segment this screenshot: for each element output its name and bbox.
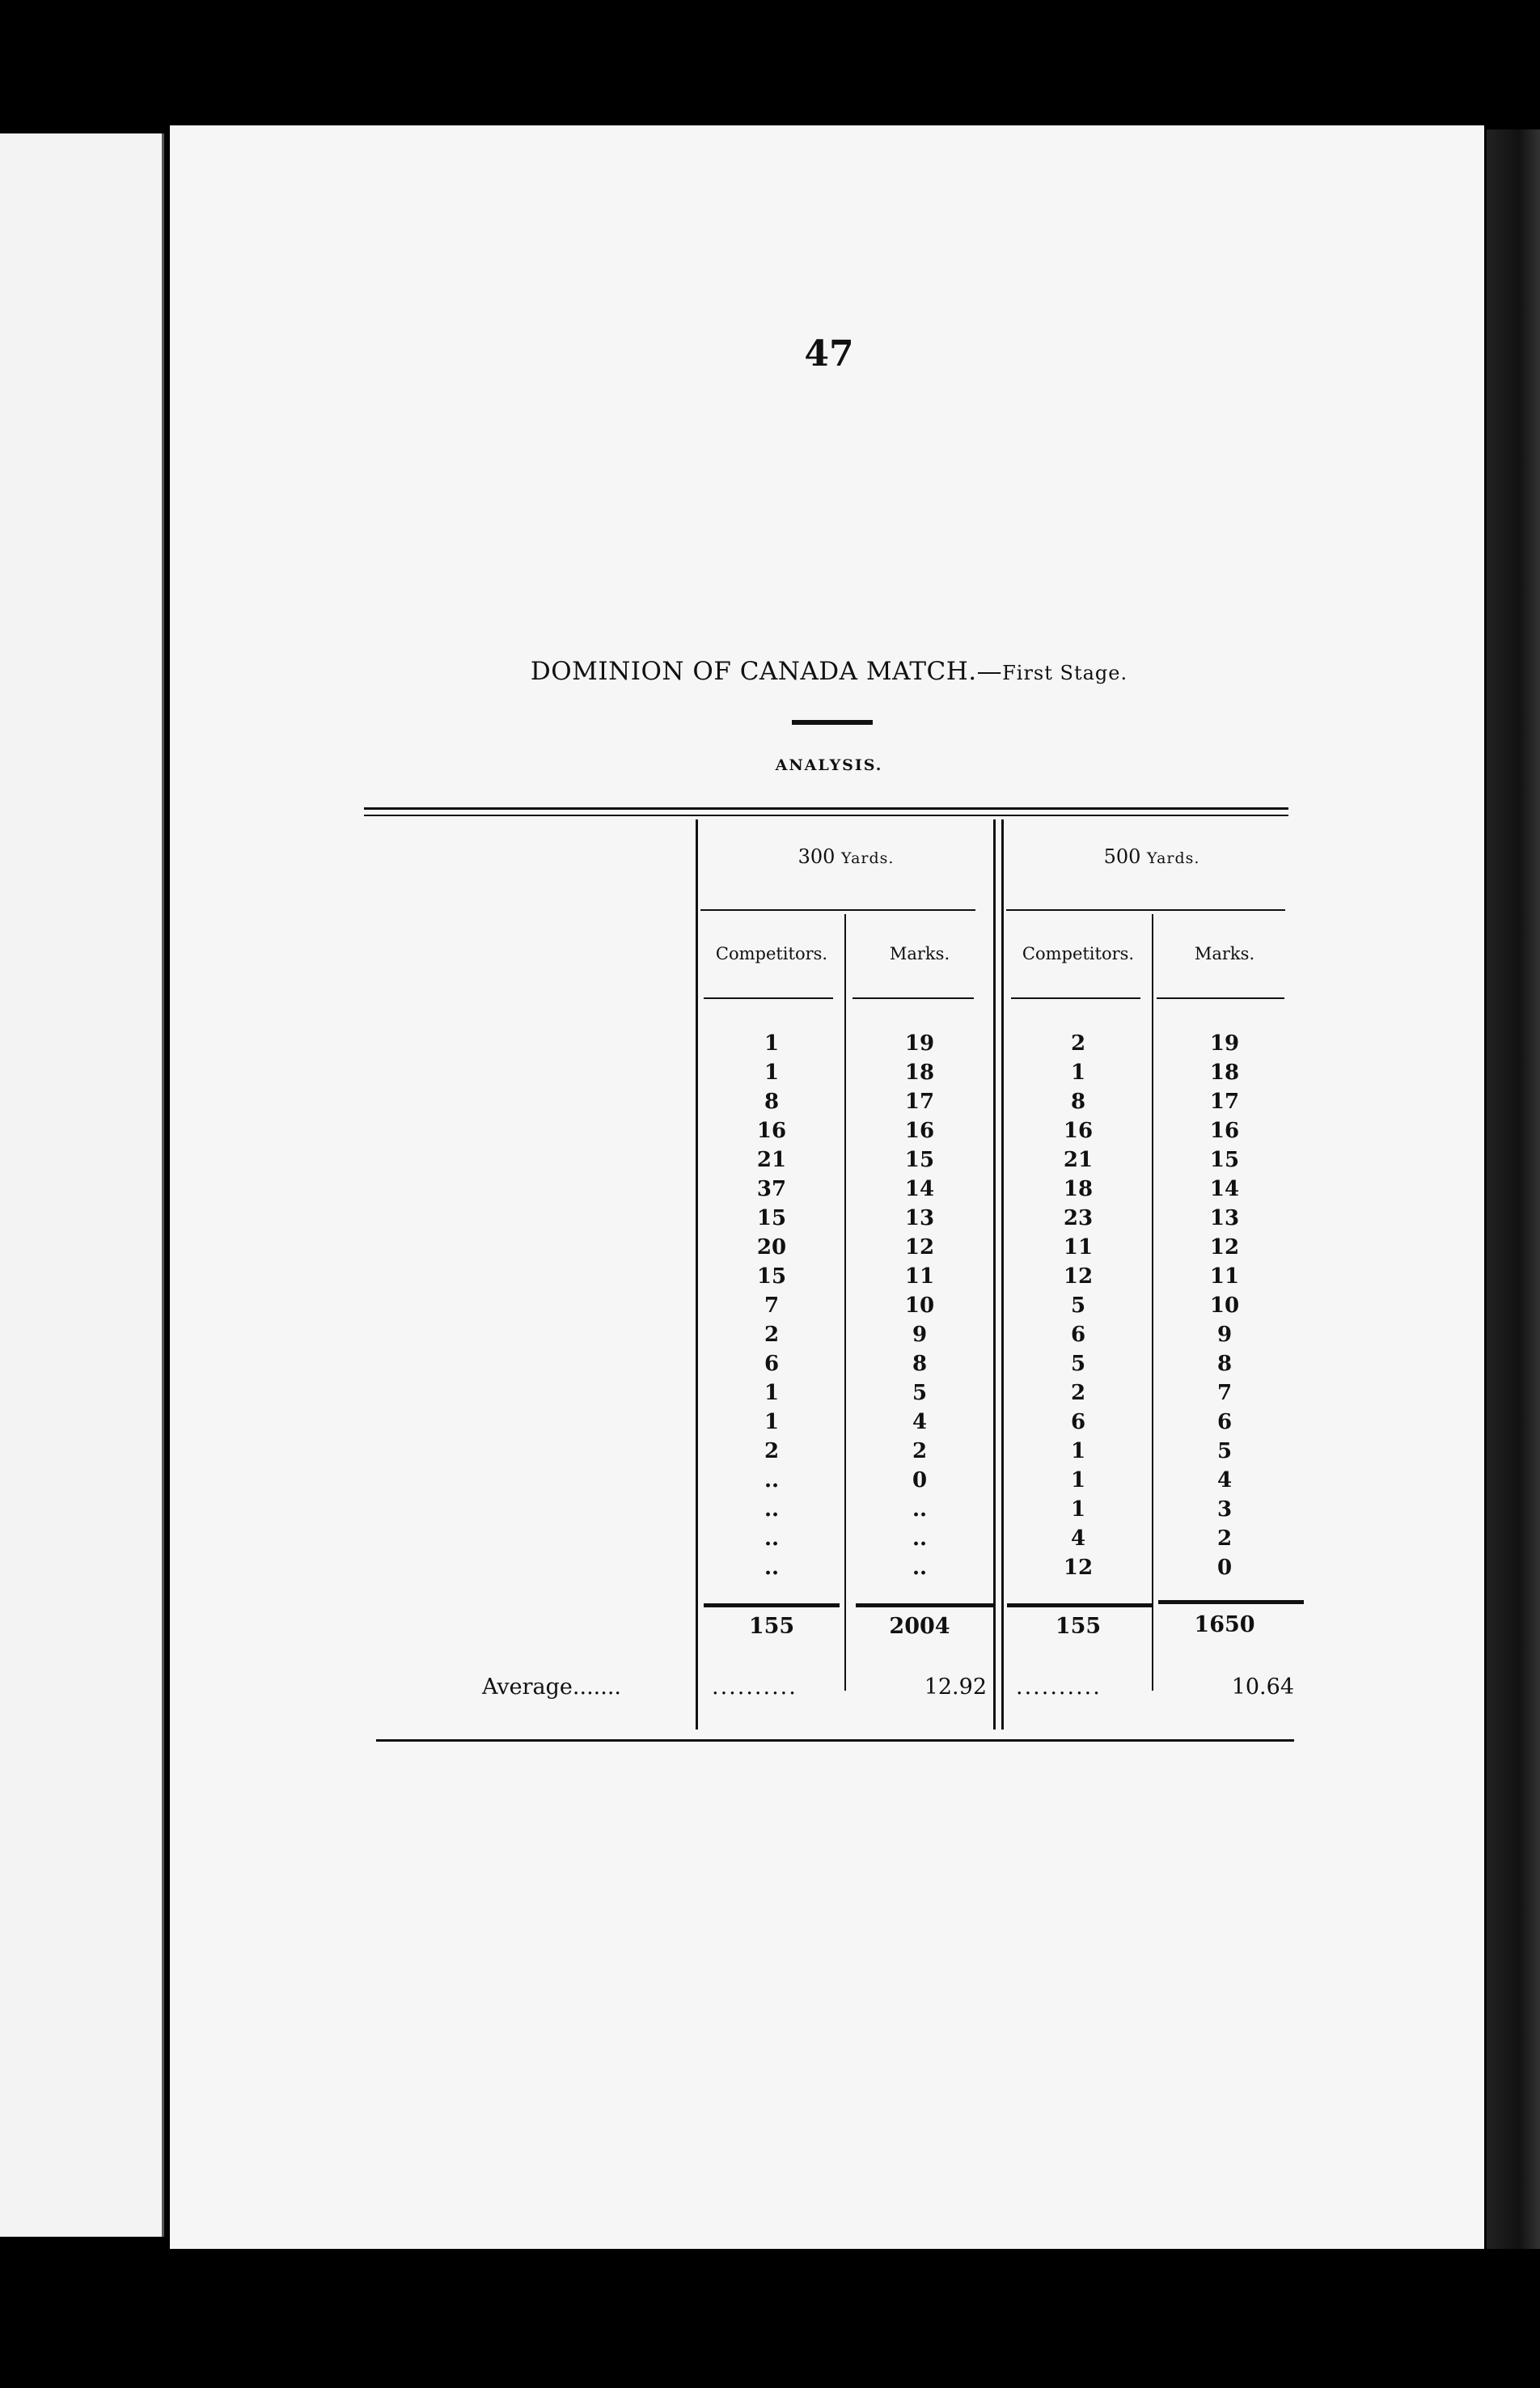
group-header-500-yards: 500 Yards. — [1103, 845, 1200, 868]
marks-300-value: 11 — [904, 1264, 935, 1289]
subheader-rule-1 — [704, 997, 833, 999]
marks-500-value: 16 — [1209, 1119, 1240, 1143]
marks-500-value: 7 — [1216, 1381, 1233, 1405]
subheader-rule-2 — [852, 997, 974, 999]
competitors-500-value: 11 — [1063, 1235, 1094, 1260]
competitors-500-value: 1 — [1070, 1468, 1086, 1492]
marks-500-value: 14 — [1209, 1177, 1240, 1201]
competitors-column-500 — [1006, 1029, 1150, 1582]
marks-500-value: 12 — [1209, 1235, 1240, 1260]
subcolumn-rule-300 — [844, 914, 846, 1691]
competitors-header-300: Competitors. — [715, 944, 828, 963]
table-top-rule-inner — [364, 815, 1288, 816]
competitors-500-value: 5 — [1070, 1352, 1086, 1376]
competitors-500-value: 2 — [1070, 1031, 1086, 1056]
average-dots-300: .......... — [712, 1675, 798, 1700]
marks-500-value: 15 — [1209, 1148, 1240, 1172]
competitors-500-value: 6 — [1070, 1323, 1086, 1347]
competitors-500-value: 8 — [1070, 1090, 1086, 1114]
average-label: Average....... — [482, 1675, 621, 1700]
competitors-300-value: 6 — [764, 1352, 780, 1376]
competitors-500-value: 1 — [1070, 1439, 1086, 1463]
marks-300-value: 17 — [904, 1090, 935, 1114]
competitors-500-value: 1 — [1070, 1061, 1086, 1085]
group-header-300-yards: 300 Yards. — [798, 845, 895, 868]
group-header-rule-500 — [1006, 909, 1285, 911]
marks-500-value: 0 — [1216, 1556, 1233, 1580]
competitors-300-value: 1 — [764, 1061, 780, 1085]
total-competitors-300: 155 — [748, 1614, 795, 1639]
page-title — [485, 657, 1173, 686]
marks-header-300: Marks. — [889, 944, 950, 963]
total-competitors-500: 155 — [1055, 1614, 1102, 1639]
competitors-300-value: .. — [764, 1468, 780, 1492]
competitors-300-value: .. — [764, 1497, 780, 1522]
marks-500-value: 8 — [1216, 1352, 1233, 1376]
facing-page-edge — [0, 133, 164, 2237]
marks-500-value: 19 — [1209, 1031, 1240, 1056]
competitors-300-value: 21 — [756, 1148, 787, 1172]
marks-300-value: 5 — [912, 1381, 928, 1405]
average-500: 10.64 — [1231, 1675, 1294, 1700]
marks-500-value: 18 — [1209, 1061, 1240, 1085]
stub-column-rule — [696, 819, 698, 1730]
group-divider-rule-1 — [993, 819, 996, 1730]
title-rule — [792, 720, 873, 725]
marks-300-value: .. — [912, 1526, 928, 1551]
competitors-500-value: 23 — [1063, 1206, 1094, 1230]
marks-300-value: 2 — [912, 1439, 928, 1463]
totals-rule-1 — [704, 1603, 840, 1607]
marks-300-value: 0 — [912, 1468, 928, 1492]
competitors-300-value: 20 — [756, 1235, 787, 1260]
marks-300-value: 9 — [912, 1323, 928, 1347]
competitors-500-value: 18 — [1063, 1177, 1094, 1201]
marks-column-500 — [1155, 1029, 1294, 1582]
page-number: 47 — [804, 333, 854, 375]
subtitle: ANALYSIS. — [775, 756, 883, 774]
competitors-300-value: 1 — [764, 1410, 780, 1434]
totals-rule-4 — [1158, 1600, 1304, 1604]
competitors-300-value: 7 — [764, 1294, 780, 1318]
competitors-header-500: Competitors. — [1022, 944, 1135, 963]
marks-500-value: 9 — [1216, 1323, 1233, 1347]
marks-500-value: 3 — [1216, 1497, 1233, 1522]
title-stage: First Stage. — [1002, 662, 1128, 684]
marks-500-value: 6 — [1216, 1410, 1233, 1434]
totals-rule-2 — [856, 1603, 993, 1607]
competitors-column-300 — [700, 1029, 843, 1582]
marks-500-value: 2 — [1216, 1526, 1233, 1551]
marks-300-value: 18 — [904, 1061, 935, 1085]
marks-500-value: 13 — [1209, 1206, 1240, 1230]
competitors-500-value: 4 — [1070, 1526, 1086, 1551]
table-bottom-rule — [376, 1739, 1294, 1742]
competitors-500-value: 12 — [1063, 1556, 1094, 1580]
marks-300-value: 15 — [904, 1148, 935, 1172]
competitors-300-value: 37 — [756, 1177, 787, 1201]
marks-500-value: 17 — [1209, 1090, 1240, 1114]
book-edge — [1487, 129, 1540, 2249]
subheader-rule-4 — [1157, 997, 1284, 999]
competitors-300-value: .. — [764, 1526, 780, 1551]
marks-500-value: 4 — [1216, 1468, 1233, 1492]
competitors-500-value: 16 — [1063, 1119, 1094, 1143]
marks-500-value: 10 — [1209, 1294, 1240, 1318]
competitors-300-value: 1 — [764, 1031, 780, 1056]
marks-300-value: 10 — [904, 1294, 935, 1318]
marks-300-value: 19 — [904, 1031, 935, 1056]
total-marks-500: 1650 — [1194, 1612, 1255, 1637]
competitors-300-value: 1 — [764, 1381, 780, 1405]
competitors-500-value: 21 — [1063, 1148, 1094, 1172]
competitors-500-value: 1 — [1070, 1497, 1086, 1522]
marks-300-value: .. — [912, 1556, 928, 1580]
title-main: DOMINION OF CANADA MATCH.— — [530, 657, 1003, 686]
average-300: 12.92 — [924, 1675, 987, 1700]
group-header-rule-300 — [700, 909, 975, 911]
competitors-500-value: 6 — [1070, 1410, 1086, 1434]
marks-300-value: 13 — [904, 1206, 935, 1230]
group-divider-rule-2 — [1001, 819, 1004, 1730]
marks-300-value: 12 — [904, 1235, 935, 1260]
total-marks-300: 2004 — [889, 1614, 950, 1639]
marks-300-value: 8 — [912, 1352, 928, 1376]
marks-column-300 — [848, 1029, 992, 1582]
competitors-500-value: 12 — [1063, 1264, 1094, 1289]
marks-300-value: .. — [912, 1497, 928, 1522]
table-top-rule — [364, 807, 1288, 810]
competitors-300-value: 2 — [764, 1439, 780, 1463]
marks-300-value: 14 — [904, 1177, 935, 1201]
competitors-300-value: .. — [764, 1556, 780, 1580]
marks-header-500: Marks. — [1194, 944, 1255, 963]
marks-500-value: 11 — [1209, 1264, 1240, 1289]
competitors-300-value: 15 — [756, 1206, 787, 1230]
competitors-500-value: 5 — [1070, 1294, 1086, 1318]
competitors-300-value: 15 — [756, 1264, 787, 1289]
marks-500-value: 5 — [1216, 1439, 1233, 1463]
competitors-500-value: 2 — [1070, 1381, 1086, 1405]
competitors-300-value: 16 — [756, 1119, 787, 1143]
competitors-300-value: 2 — [764, 1323, 780, 1347]
subcolumn-rule-500 — [1152, 914, 1153, 1691]
totals-rule-3 — [1007, 1603, 1153, 1607]
average-dots-500: .......... — [1016, 1675, 1102, 1700]
competitors-300-value: 8 — [764, 1090, 780, 1114]
subheader-rule-3 — [1011, 997, 1140, 999]
marks-300-value: 16 — [904, 1119, 935, 1143]
marks-300-value: 4 — [912, 1410, 928, 1434]
